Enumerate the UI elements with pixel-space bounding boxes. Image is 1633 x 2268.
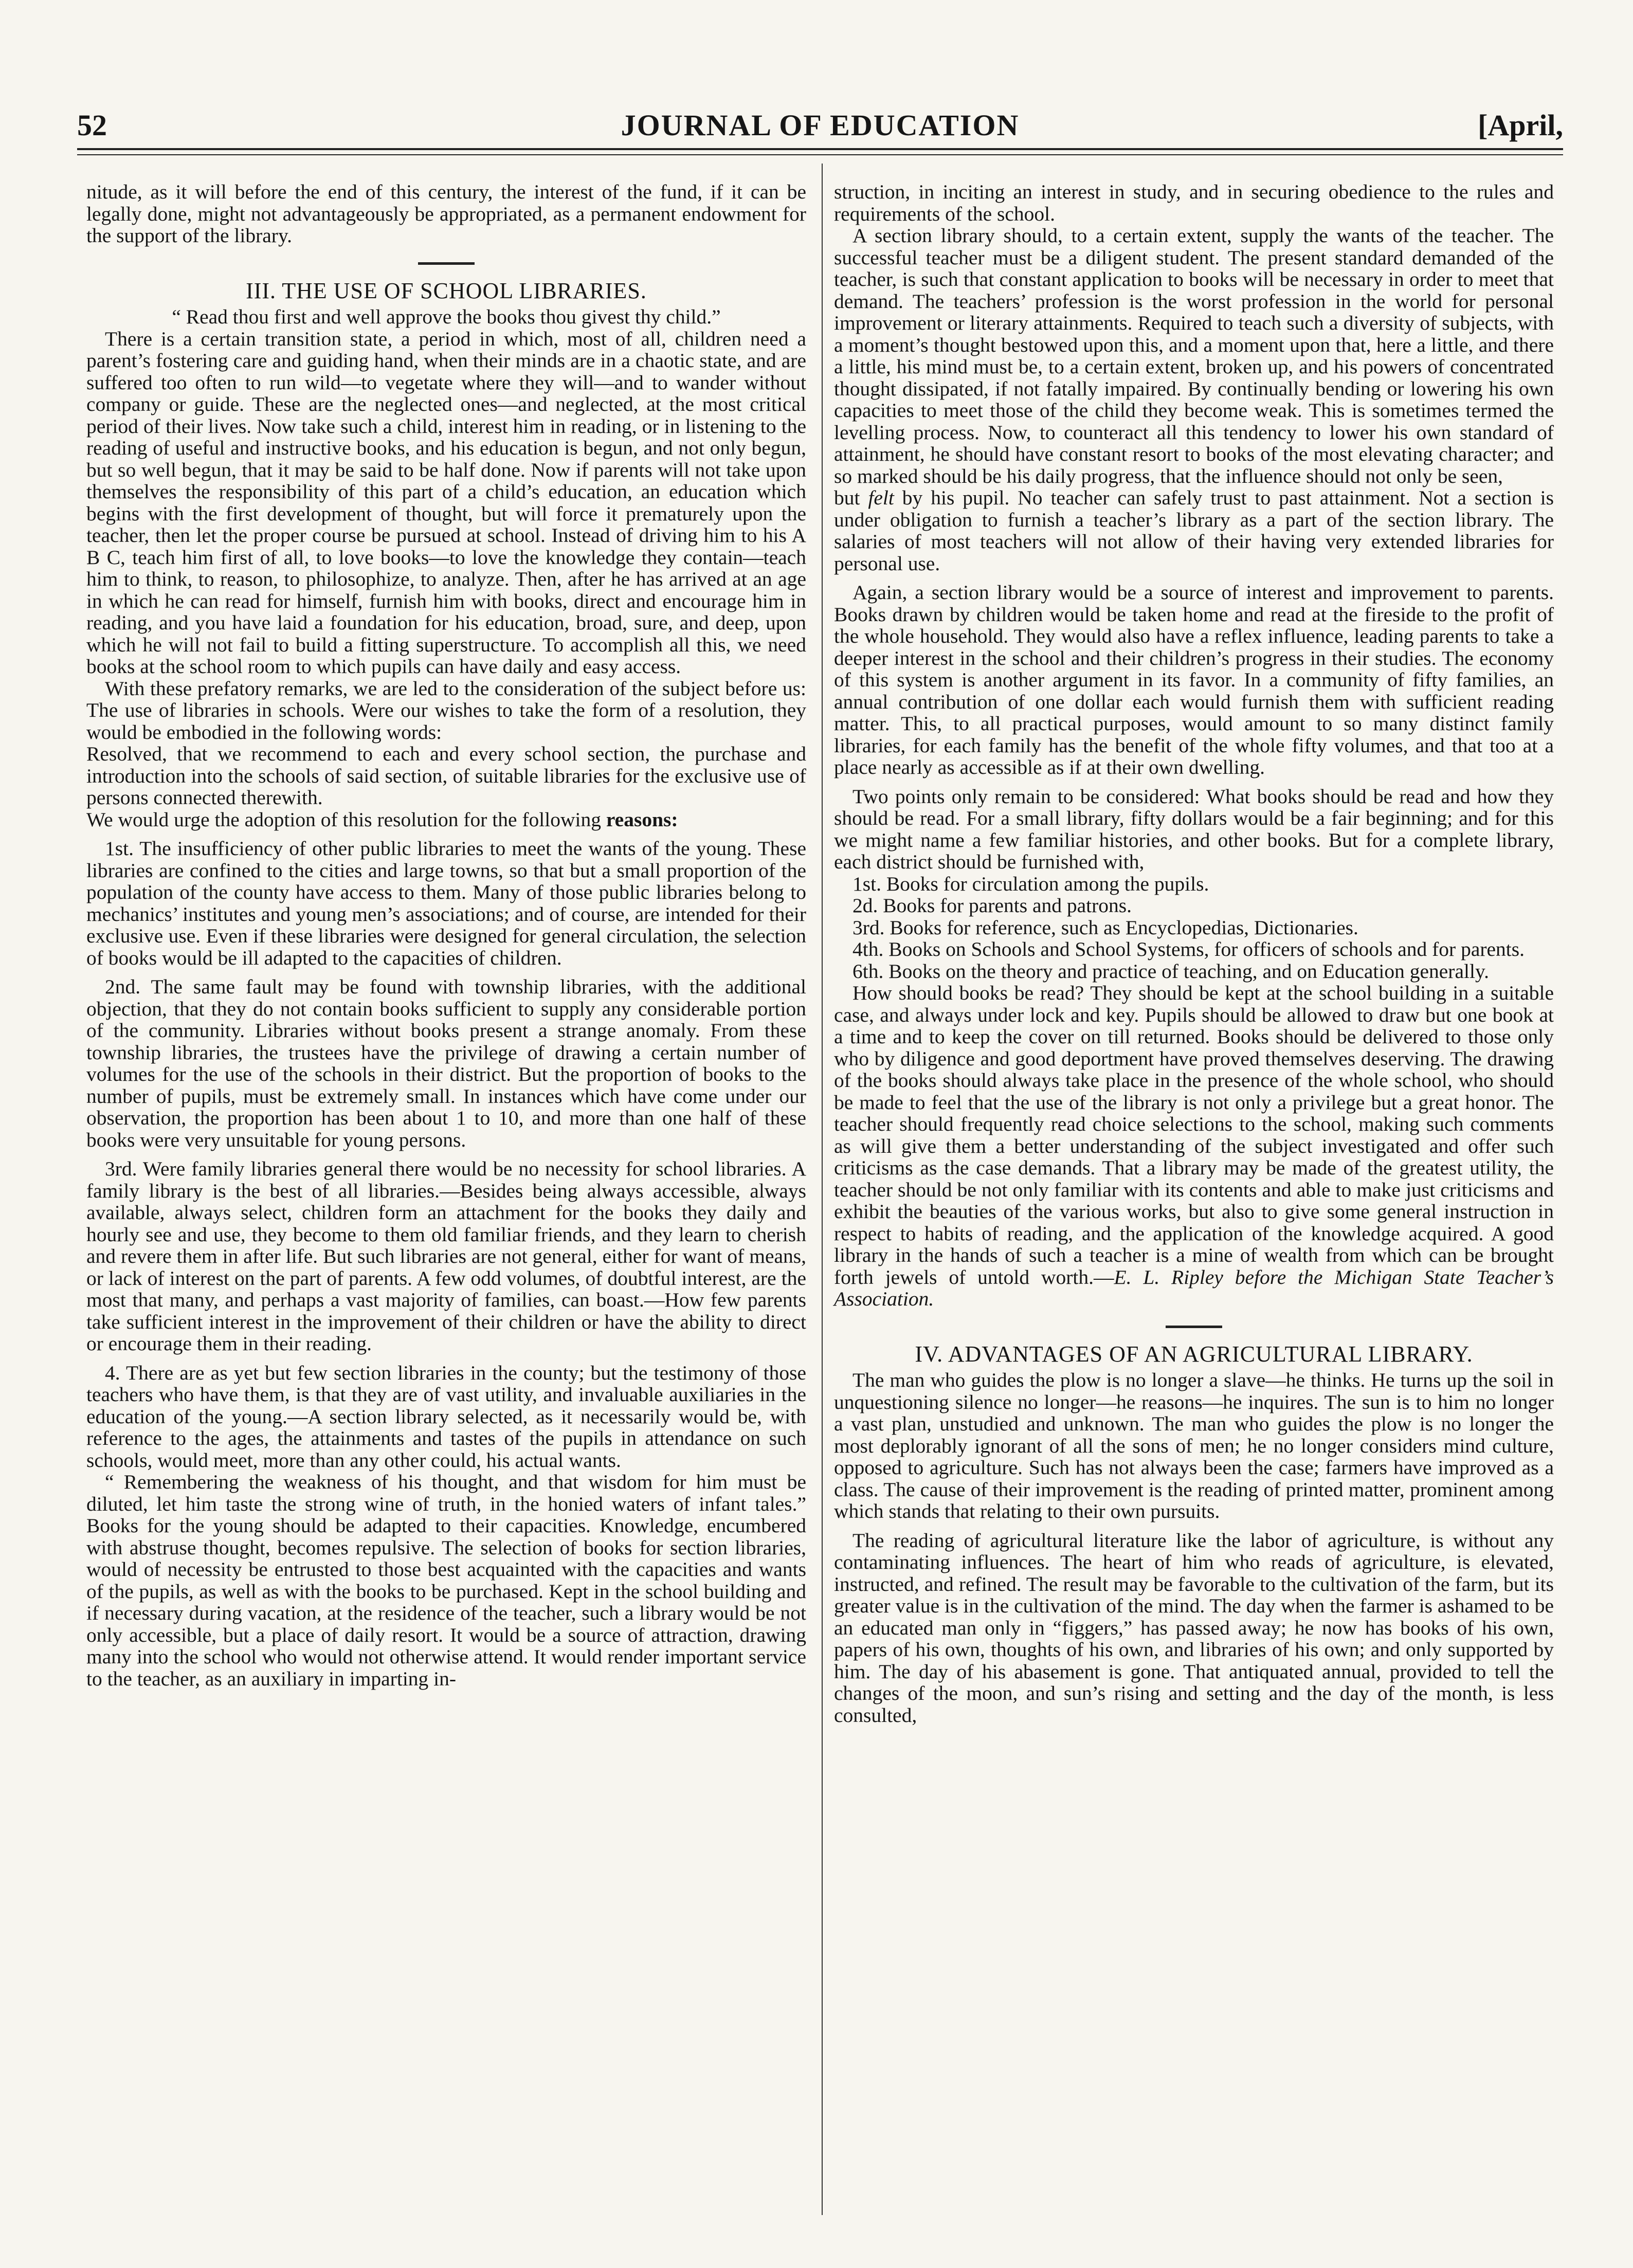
list-item: 3rd. Books for reference, such as Encyclopedias, Dictionaries. — [852, 916, 1358, 939]
left-column — [86, 181, 806, 1690]
reason-1: 1st. The insufficiency of other public libraries to meet the wants of the young. These libraries are confined to the cities and large towns, so that but a small proportion of the population of the county have access to them. Many of those public libraries belong to mechanics’ institutes and young men’s associations; and of course, are intended for their exclusive use. Even if these libraries were designed for general circulation, the selection of books would be ill adapted to the capacities of children. — [86, 837, 806, 969]
book-list — [834, 873, 1554, 983]
paragraph-text: We would urge the adoption of this resolution for the following — [86, 808, 606, 831]
resolution-paragraph: Resolved, that we recommend to each and every school section, the purchase and introduction into the schools of said section, of suitable libraries for the exclusive use of persons connected therewith. — [86, 742, 806, 809]
section-title-use-of-school-libraries: III. THE USE OF SCHOOL LIBRARIES. — [246, 278, 647, 303]
continuation-paragraph: struction, in inciting an interest in study, and in securing obedience to the rules and requirements of the school. — [834, 180, 1554, 225]
paragraph: Two points only remain to be considered: What books should be read and how they should be read. For a small library, fifty dollars would be a fair beginning; and for this we might name a few familiar histories, and other books. But for a complete library, each district should be furnished with, — [834, 785, 1554, 873]
paragraph: Again, a section library would be a source of interest and improvement to parents. Books drawn by children would be taken home and read at the fireside to the profit of the whole household. They would also have a reflex influence, leading parents to take a deeper interest in the school and their children’s progress in their studies. The economy of this system is another argument in its favor. In a community of fifty families, an annual contribution of one dollar each would furnish them with sufficient reading matter. This, to all practical purposes, would amount to so many distinct family libraries, for each family has the benefit of the whole fifty volumes, and that too at a place nearly as accessible as if at their own dwelling. — [834, 581, 1554, 778]
issue-month: [April, — [1478, 108, 1563, 142]
reasons-label: reasons: — [606, 808, 678, 831]
paragraph: With these prefatory remarks, we are led to the consideration of the subject before us: The use of libraries in schools. Were our wishes to take the form of a resolution, they would be embodied in the following words: — [86, 677, 806, 743]
paragraph-text: How should books be read? They should be kept at the school building in a suitable case, and always under lock and key. Pupils should be allowed to draw but one book at a time and to keep the cover on till returned. Books should be delivered to those only who by diligence and good deportment have proved themselves deserving. The drawing of the books should always take place in the presence of the whole school, who should be made to feel that the use of the library is not only a privilege but a great honor. The teacher should frequently read choice selections to the school, making such comments as will give them a better understanding of the subject investigated and offer such criticisms as the case demands. That a library may be made of the greatest utility, the teacher should be not only familiar with its contents and able to make just criticisms and exhibit the beauties of the various works, but also to give some general instruction in respect to habits of reading, and the application of the knowledge acquired. A good library in the hands of such a teacher is a mine of wealth from which can be brought forth jewels of untold worth.— — [834, 982, 1554, 1289]
list-item: 4th. Books on Schools and School Systems, for officers of schools and for parents. — [852, 938, 1525, 960]
paragraph — [834, 487, 1554, 574]
section-separator — [418, 262, 475, 265]
section-separator — [1166, 1326, 1222, 1328]
column-divider — [822, 164, 823, 2215]
attribution: E. L. Ripley before the Michigan State Teacher’s Association. — [834, 1265, 1554, 1310]
list-item: 1st. Books for circulation among the pupils. — [852, 872, 1209, 895]
header-rule-thick — [77, 148, 1563, 150]
paragraph — [86, 809, 806, 831]
paragraph: The man who guides the plow is no longer a slave—he thinks. He turns up the soil in unquestioning silence no longer—he reasons—he inquires. The sun is to him no longer a vast plan, unstudied and unknown. The man who guides the plow is no longer the most deplorably ignorant of all the sons of men; he no longer considers mind culture, opposed to agriculture. Such has not always been the case; farmers have improved as a class. The cause of their improvement is the reading of printed matter, prominent among which stands that relating to their own pursuits. — [834, 1369, 1554, 1522]
epigraph: “ Read thou first and well approve the books thou givest thy child.” — [172, 305, 721, 328]
reason-2: 2nd. The same fault may be found with township libraries, with the additional objection, that they do not contain books sufficient to supply any considerable portion of the community. Libraries without books present a strange anomaly. From these township libraries, the trustees have the privilege of drawing a certain number of volumes for the use of the schools in their district. But the proportion of books to the number of pupils, must be extremely small. In instances which have come under our observation, the proportion has been about 1 to 10, and more than one half of these books were very unsuitable for young persons. — [86, 975, 806, 1151]
emphasis-felt: felt — [868, 486, 894, 509]
paragraph — [834, 982, 1554, 1310]
paragraph: The reading of agricultural literature like the labor of agriculture, is without any contaminating influences. The heart of him who reads of agriculture, is elevated, instructed, and refined. The result may be favorable to the cultivation of the farm, but its greater value is in the cultivation of the mind. The day when the farmer is ashamed to be an educated man only in “figgers,” has passed away; he now has books of his own, papers of his own, thoughts of his own, and libraries of his own; and only supported by him. The day of his abasement is gone. That antiquated annual, provided to tell the changes of the moon, and sun’s rising and setting and the day of the month, is less consulted, — [834, 1529, 1554, 1727]
right-column — [834, 181, 1554, 1726]
reason-4: 4. There are as yet but few section libraries in the county; but the testimony of those teachers who have them, is that they are of vast utility, and invaluable auxiliaries in the education of the young.—A section library selected, as it necessarily would be, with reference to the ages, the attainments and tastes of the pupils in attendance on such schools, would meet, more than any other could, his actual wants. — [86, 1361, 806, 1472]
header-rule-thin — [77, 154, 1563, 155]
paragraph: A section library should, to a certain extent, supply the wants of the teacher. The successful teacher must be a diligent student. The present standard demanded of the teacher, is such that constant application to books will be necessary in order to meet that demand. The teachers’ profession is the worst profession in the world for personal improvement or literary attainments. Required to teach such a diversity of subjects, with a moment’s thought bestowed upon this, and a moment upon that, here a little, and there a little, his mind must be, to a certain extent, broken up, and his powers of concentrated thought dissipated, if not fatally impaired. By continually bending or lowering his own capacities to meet those of the child they become weak. This is sometimes termed the levelling process. Now, to counteract all this tendency to lower his own standard of attainment, he should have constant resort to books of the most elevating character; and so marked should be his daily progress, that the influence should not only be seen, — [834, 224, 1554, 487]
page-number: 52 — [77, 108, 107, 142]
journal-title: JOURNAL OF EDUCATION — [621, 108, 1020, 142]
reason-3: 3rd. Were family libraries general there would be no necessity for school libraries. A family library is the best of all libraries.—Besides being always accessible, always available, always select, children form an attachment for the books they daily and hourly see and use, they become to them old familiar friends, and they learn to cherish and revere them in after life. But such libraries are not general, either for want of means, or lack of interest on the part of parents. A few odd volumes, of doubtful interest, are the most that many, and perhaps a vast majority of families, can boast.—How few parents take sufficient interest in the improvement of their children or have the ability to direct or encourage them in their reading. — [86, 1157, 806, 1355]
list-item: 2d. Books for parents and patrons. — [852, 894, 1132, 917]
paragraph: “ Remembering the weakness of his thought, and that wisdom for him must be diluted, let him taste the strong wine of truth, in the honied waters of infant tales.” Books for the young should be adapted to their capacities. Knowledge, encumbered with abstruse thought, becomes repulsive. The selection of books for section libraries, would of necessity be entrusted to those best acquainted with the capacities and wants of the pupils, as well as with the books to be purchased. Kept in the school building and if necessary during vacation, at the residence of the teacher, such a library would be not only accessible, but a place of daily resort. It would be a source of attraction, drawing many into the school who would not otherwise attend. It would render important service to the teacher, as an auxiliary in imparting in- — [86, 1471, 806, 1690]
page-header — [77, 108, 1563, 144]
list-item: 6th. Books on the theory and practice of teaching, and on Education generally. — [852, 959, 1490, 983]
section-title-agricultural-library: IV. ADVANTAGES OF AN AGRICULTURAL LIBRARY. — [915, 1341, 1473, 1367]
paragraph-text: but — [834, 486, 868, 509]
paragraph: There is a certain transition state, a period in which, most of all, children need a parent’s fostering care and guiding hand, when their minds are in a chaotic state, and are suffered too often to run wild—to vegetate where they will—and to wander without company or guide. These are the neglected ones—and neglected, at the most critical period of their lives. Now take such a child, interest him in reading, or in listening to the reading of useful and instructive books, and his education is begun, and not only begun, but so well begun, that it may be said to be half done. Now if parents will not take upon themselves the responsibility of this part of a child’s education, an education which begins with the first development of thought, but will force it prematurely upon the teacher, then let the proper course be pursued at school. Instead of driving him to his A B C, teach him first of all, to love books—to love the knowledge they contain—teach him to think, to reason, to philosophize, to analyze. Then, after he has arrived at an age in which he can read for himself, furnish him with books, direct and encourage him in reading, and you have laid a foundation for his education, broad, sure, and deep, upon which he will not fail to build a fitting superstructure. To accomplish all this, we need books at the school room to which pupils can have daily and easy access. — [86, 327, 806, 678]
paragraph-text: by his pupil. No teacher can safely trust to past attainment. Not a section is under obligation to furnish a teacher’s library as a part of the section library. The salaries of most teachers will not allow of their having very extended libraries for personal use. — [834, 486, 1554, 575]
continuation-paragraph: nitude, as it will before the end of this century, the interest of the fund, if it can be legally done, might not advantageously be appropriated, as a permanent endowment for the support of the library. — [86, 180, 806, 247]
